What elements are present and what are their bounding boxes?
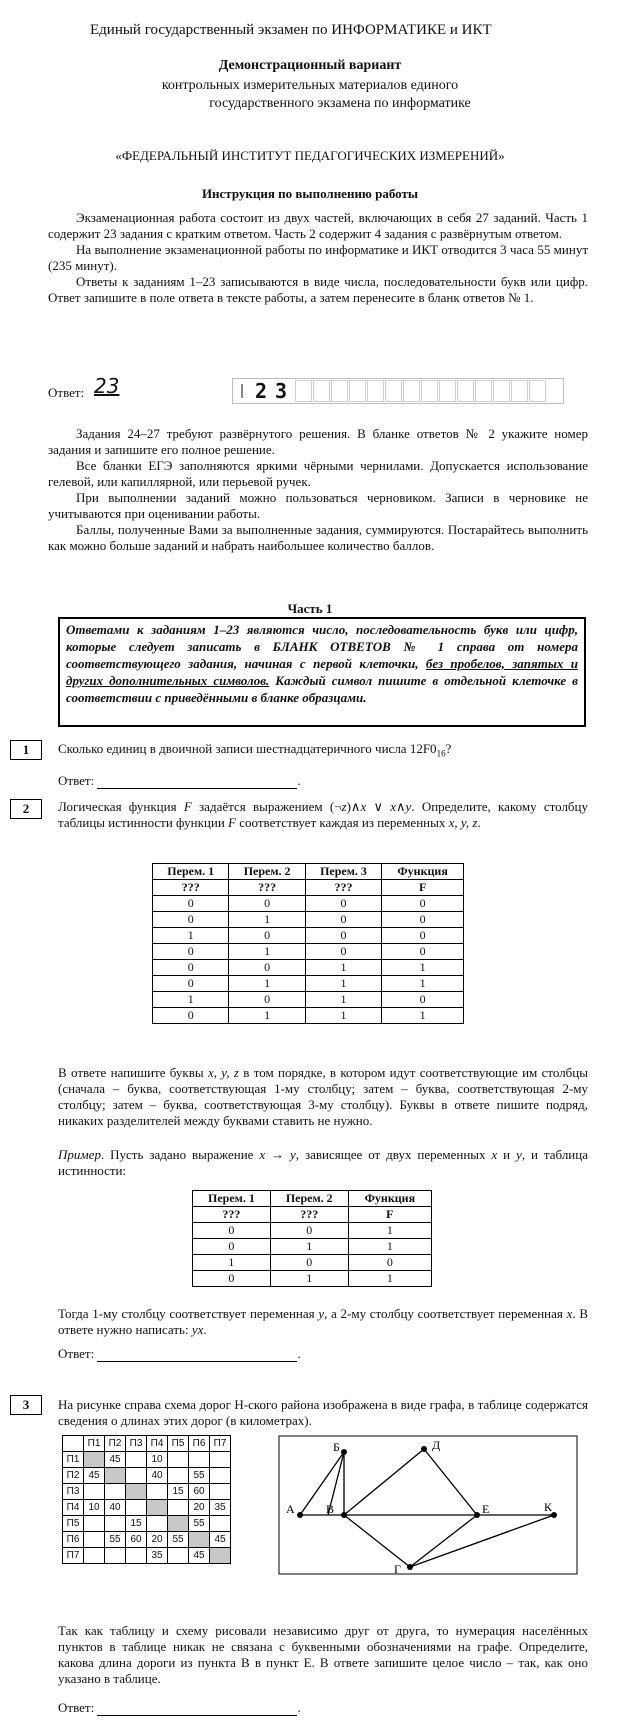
- truth-table-row: [153, 1008, 464, 1024]
- truth-table-row: [153, 960, 464, 976]
- distance-table-corner: [63, 1436, 84, 1452]
- edge-v-g: [344, 1515, 410, 1567]
- distance-table-cell: [210, 1484, 231, 1500]
- demo-title: Демонстрационный вариант: [218, 58, 402, 73]
- distance-table-col-header: П6: [189, 1436, 210, 1452]
- instructions-title: Инструкция по выполнению работы: [201, 186, 419, 201]
- answer-label: Ответ:: [58, 1346, 95, 1361]
- truth-table-cell: 1: [229, 976, 305, 992]
- answer-field-1[interactable]: [97, 774, 297, 789]
- graph-label-v: В: [326, 1502, 335, 1516]
- distance-table-cell: [168, 1452, 189, 1468]
- question-2-answer: Ответ: .: [58, 1346, 301, 1361]
- example-table-cell: 0: [270, 1255, 348, 1271]
- truth-table-cell: 0: [153, 960, 229, 976]
- truth-table-cell: 1: [229, 912, 305, 928]
- distance-table-col-header: П5: [168, 1436, 189, 1452]
- truth-table-row: [153, 976, 464, 992]
- example-table-subheader: ???: [193, 1207, 271, 1223]
- distance-table-row-header: П3: [63, 1484, 84, 1500]
- edge-a-b: [300, 1452, 344, 1515]
- example-table-body: [193, 1223, 432, 1287]
- q2-example-expr: x → y: [259, 1147, 296, 1162]
- q2-intro-g: соответствует каждая из переменных: [236, 815, 449, 830]
- example-table-subheader: F: [348, 1207, 431, 1223]
- example-table-cell: 1: [348, 1223, 431, 1239]
- q2-after-vars: x, y, z: [207, 1065, 239, 1080]
- distance-table-col-header: П3: [126, 1436, 147, 1452]
- q2-var-z: z: [341, 799, 347, 814]
- distance-table-cell: [210, 1468, 231, 1484]
- example-table-cell: 0: [193, 1239, 271, 1255]
- example-table-header: Перем. 1: [193, 1191, 271, 1207]
- distance-table-cell: 55: [168, 1532, 189, 1548]
- distance-table-cell: 10: [84, 1500, 105, 1516]
- q2-example-y: y: [516, 1147, 522, 1162]
- distance-table-cell: 20: [189, 1500, 210, 1516]
- edge-d-e: [424, 1449, 477, 1515]
- distance-table-row: [63, 1500, 231, 1516]
- distance-table-row: [63, 1452, 231, 1468]
- truth-table-header-row: [153, 864, 464, 880]
- instructions-p7: Баллы, полученные Вами за выполненные задания, суммируются. Постарайтесь выполнить как можно больше заданий и набрать наибольшее количество баллов.: [48, 522, 588, 553]
- q2-example-label: Пример: [58, 1147, 101, 1162]
- q2-example-d: , и таблица истинности:: [58, 1147, 588, 1178]
- sample-answer-handwritten: 23: [94, 374, 120, 398]
- example-table-header-row: [193, 1191, 432, 1207]
- distance-table-cell: 45: [189, 1548, 210, 1564]
- distance-table-cell: [105, 1548, 126, 1564]
- distance-table-row-header: П5: [63, 1516, 84, 1532]
- truth-table-row: [153, 896, 464, 912]
- q2-example-c: и: [497, 1147, 517, 1162]
- question-1-text-a: Сколько единиц в двоичной записи шестнадцатеричного числа 12F0: [58, 741, 437, 756]
- distance-table-row-header: П7: [63, 1548, 84, 1564]
- distance-table-cell: [126, 1500, 147, 1516]
- example-table-cell: 1: [348, 1239, 431, 1255]
- distance-table-cell: [84, 1532, 105, 1548]
- distance-table-row: [63, 1468, 231, 1484]
- instructions-p5: Все бланки ЕГЭ заполняются яркими чёрными чернилами. Допускается использование гелевой, или капиллярной, или перьевой ручек.: [48, 458, 588, 489]
- distance-table-col-header: П7: [210, 1436, 231, 1452]
- node-b: [341, 1449, 347, 1455]
- truth-table-cell: 1: [382, 1008, 464, 1024]
- node-g: [407, 1564, 413, 1570]
- truth-table-cell: 0: [305, 928, 381, 944]
- part1-box-text-d: без пробелов, запятых и других дополнительных символов.: [66, 656, 578, 688]
- distance-table-cell: [168, 1468, 189, 1484]
- distance-table-cell: 20: [147, 1532, 168, 1548]
- distance-table-cell: [210, 1548, 231, 1564]
- truth-table-cell: 0: [229, 960, 305, 976]
- road-graph: [278, 1435, 578, 1575]
- truth-table-cell: 0: [153, 912, 229, 928]
- distance-table-cell: [84, 1548, 105, 1564]
- distance-table-cell: 10: [147, 1452, 168, 1468]
- question-1-number: 1: [10, 740, 42, 760]
- q2-var-x2: x: [390, 799, 397, 814]
- example-table-row: [193, 1255, 432, 1271]
- q2-example-b: , зависящее от двух переменных: [295, 1147, 492, 1162]
- truth-table-cell: 0: [382, 928, 464, 944]
- example-table-cell: 1: [270, 1239, 348, 1255]
- sample-digit-2: 3: [275, 379, 288, 403]
- distance-table-cell: [189, 1532, 210, 1548]
- distance-table-row: [63, 1532, 231, 1548]
- question-3-text: Так как таблицу и схему рисовали независимо друг от друга, то нумерация населённых пунктов в таблице никак не связана с буквенными обозначениями на графе. Определите, какова длина дороги из пункта В в пункт Е. В ответе запишите целое число – так, как оно указано в таблице.: [58, 1623, 588, 1686]
- answer-cells-sample: [232, 378, 564, 404]
- truth-table-cell: 0: [153, 1008, 229, 1024]
- distance-table-cell: 60: [126, 1532, 147, 1548]
- answer-label: Ответ:: [58, 773, 95, 788]
- demo-subtitle-2: государственного экзамена по информатике: [209, 96, 471, 111]
- q2-concl-ans: yx: [191, 1322, 204, 1337]
- distance-table-cell: 40: [147, 1468, 168, 1484]
- truth-table-row: [153, 928, 464, 944]
- truth-table-cell: 0: [153, 944, 229, 960]
- distance-table-cell: 55: [189, 1468, 210, 1484]
- distance-table-cell: 40: [105, 1500, 126, 1516]
- q2-vars-list: x, y, z: [448, 815, 478, 830]
- q2-intro-c: )∧: [346, 799, 361, 814]
- truth-table-cell: 0: [153, 976, 229, 992]
- q2-after-a: В ответе напишите буквы: [58, 1065, 208, 1080]
- node-a: [297, 1512, 303, 1518]
- answer-field-3[interactable]: [97, 1701, 297, 1716]
- distance-table-cell: [84, 1452, 105, 1468]
- q2-var-x: x: [360, 799, 367, 814]
- q2-var-f: F: [183, 799, 192, 814]
- distance-table-cell: 15: [126, 1516, 147, 1532]
- distance-table-cell: [168, 1500, 189, 1516]
- q2-concl-y: y: [318, 1306, 325, 1321]
- instructions-p1: Экзаменационная работа состоит из двух частей, включающих в себя 27 заданий. Часть 1 содержит 23 задания с кратким ответом. Часть 2 содержит 4 задания с развёрнутым ответом.: [48, 210, 588, 241]
- truth-table-row: [153, 944, 464, 960]
- example-table-cell: 1: [270, 1271, 348, 1287]
- distance-table-cell: [84, 1484, 105, 1500]
- distance-table-cell: [105, 1516, 126, 1532]
- example-table-cell: 0: [193, 1271, 271, 1287]
- part1-title: Часть 1: [287, 601, 333, 616]
- truth-table-cell: 1: [229, 944, 305, 960]
- truth-table-header: Перем. 2: [229, 864, 305, 880]
- node-v: [341, 1512, 347, 1518]
- truth-table-row: [153, 992, 464, 1008]
- truth-table-cell: 1: [229, 1008, 305, 1024]
- distance-table-row: [63, 1484, 231, 1500]
- example-table-subheader-row: [193, 1207, 432, 1223]
- truth-table-cell: 0: [229, 992, 305, 1008]
- empty-cells: [295, 380, 547, 402]
- distance-table-cell: [168, 1548, 189, 1564]
- distance-table-row-header: П4: [63, 1500, 84, 1516]
- truth-table-cell: 0: [382, 992, 464, 1008]
- node-e: [474, 1512, 480, 1518]
- distance-table-col-header: П4: [147, 1436, 168, 1452]
- distance-table-cell: [126, 1452, 147, 1468]
- instructions-p6: При выполнении заданий можно пользоваться черновиком. Записи в черновике не учитываются при оценивании работы.: [48, 490, 588, 521]
- question-3-number: 3: [10, 1395, 42, 1415]
- instructions-p3: Ответы к заданиям 1–23 записываются в виде числа, последовательности букв или цифр. Ответ запишите в поле ответа в тексте работы, а затем перенесите в бланк ответов № 1.: [48, 274, 588, 305]
- distance-table-cell: 35: [210, 1500, 231, 1516]
- example-table-cell: 0: [193, 1223, 271, 1239]
- instructions-p2: На выполнение экзаменационной работы по информатике и ИКТ отводится 3 часа 55 минут (235 минут).: [48, 242, 588, 273]
- distance-table-cell: 45: [105, 1452, 126, 1468]
- example-table-cell: 1: [348, 1271, 431, 1287]
- part1-box-text-b: БЛАНК ОТВЕТОВ № 1: [272, 639, 445, 654]
- answer-label: Ответ:: [58, 1700, 95, 1715]
- graph-label-g: Г: [394, 1562, 401, 1575]
- truth-table-cell: 1: [305, 992, 381, 1008]
- truth-table-cell: 0: [382, 896, 464, 912]
- answer-field-2[interactable]: [97, 1347, 297, 1362]
- sample-digit-1: 2: [255, 379, 268, 403]
- question-2-conclusion: [58, 1306, 588, 1338]
- truth-table-cell: 0: [305, 912, 381, 928]
- distance-table-cell: [105, 1468, 126, 1484]
- q2-intro-e: ∧: [396, 799, 406, 814]
- instructions-p4: Задания 24–27 требуют развёрнутого решения. В бланке ответов № 2 укажите номер задания и запишите его полное решение.: [48, 426, 588, 457]
- distance-table-header-row: [63, 1436, 231, 1452]
- truth-table-cell: 1: [305, 976, 381, 992]
- distance-table-row-header: П2: [63, 1468, 84, 1484]
- truth-table-cell: 0: [305, 896, 381, 912]
- distance-table-col-header: П1: [84, 1436, 105, 1452]
- truth-table-cell: 1: [382, 976, 464, 992]
- q2-concl-x: x: [566, 1306, 573, 1321]
- graph-edges: [300, 1449, 554, 1567]
- truth-table-header: Перем. 3: [305, 864, 381, 880]
- institute-name: «ФЕДЕРАЛЬНЫЙ ИНСТИТУТ ПЕДАГОГИЧЕСКИХ ИЗМЕРЕНИЙ»: [115, 148, 505, 163]
- question-1-text: [58, 741, 588, 759]
- distance-table-row-header: П1: [63, 1452, 84, 1468]
- distance-table-cell: [84, 1516, 105, 1532]
- distance-table-cell: 60: [189, 1484, 210, 1500]
- q2-concl-b: , а 2-му столбцу соответствует переменная: [324, 1306, 567, 1321]
- truth-table-subheader: ???: [153, 880, 229, 896]
- distance-table-cell: [147, 1484, 168, 1500]
- q2-intro-h: .: [477, 815, 481, 830]
- truth-table-cell: 0: [305, 944, 381, 960]
- part1-box-text-c: справа от номера соответствующего задания, начиная с первой клеточки,: [66, 639, 579, 671]
- edge-g-k: [410, 1515, 554, 1567]
- q2-intro-b: задаётся выражением (¬: [191, 799, 342, 814]
- q2-intro-a: Логическая функция: [58, 799, 184, 814]
- distance-table-cell: 35: [147, 1548, 168, 1564]
- part1-box-text-e: Каждый символ пишите в отдельной клеточке в соответствии с приведёнными в бланке образцами.: [66, 673, 578, 705]
- question-3-answer: Ответ: .: [58, 1700, 301, 1715]
- example-table-header: Функция: [348, 1191, 431, 1207]
- q2-concl-c: . В ответе нужно написать:: [58, 1306, 588, 1337]
- distance-table-cell: [126, 1484, 147, 1500]
- truth-table-cell: 0: [153, 896, 229, 912]
- truth-table-header: Функция: [382, 864, 464, 880]
- distance-table-cell: 15: [168, 1484, 189, 1500]
- example-table-row: [193, 1239, 432, 1255]
- truth-table-subheader: ???: [305, 880, 381, 896]
- q2-var-y: y: [405, 799, 412, 814]
- truth-table-subheader: F: [382, 880, 464, 896]
- truth-table-body: [153, 896, 464, 1024]
- distance-table-cell: 55: [189, 1516, 210, 1532]
- instructions-block: [48, 210, 588, 306]
- truth-table-row: [153, 912, 464, 928]
- example-table-cell: 1: [193, 1255, 271, 1271]
- question-1-text-b: ?: [445, 741, 452, 756]
- truth-table-cell: 1: [153, 928, 229, 944]
- truth-table-header: Перем. 1: [153, 864, 229, 880]
- part1-instructions-box: [58, 617, 586, 727]
- example-table-subheader: ???: [270, 1207, 348, 1223]
- q2-concl-d: .: [203, 1322, 207, 1337]
- truth-table-cell: 0: [229, 928, 305, 944]
- question-2-explanation: [58, 1065, 588, 1129]
- distance-table-cell: [210, 1516, 231, 1532]
- edge-v-d: [344, 1449, 424, 1515]
- distance-table: [62, 1435, 231, 1564]
- question-2-number: 2: [10, 799, 42, 819]
- q2-after-b: в том порядке, в котором идут соответствующие им столбцы (сначала – буква, соответствующая 1-му столбцу; затем – буква, соответствующая 2-му столбцу; затем – буква, соответствующая 3-му столбцу). Буквы в ответе пишите подряд, никаких разделителей между буквами ставить не нужно.: [58, 1065, 588, 1128]
- question-1-answer: Ответ: .: [58, 773, 301, 788]
- distance-table-cell: [210, 1452, 231, 1468]
- truth-table-cell: 0: [382, 944, 464, 960]
- distance-table-cell: [126, 1468, 147, 1484]
- q2-intro-f: . Определите, какому столбцу таблицы истинности функции: [58, 799, 589, 830]
- demo-subtitle-1: контрольных измерительных материалов единого: [161, 78, 459, 93]
- graph-label-k: К: [544, 1500, 553, 1514]
- distance-table-cell: [126, 1548, 147, 1564]
- question-2-example: [58, 1147, 588, 1179]
- truth-table-cell: 1: [305, 960, 381, 976]
- graph-nodes: [297, 1446, 557, 1570]
- truth-table: [152, 863, 464, 1024]
- example-table-cell: 0: [270, 1223, 348, 1239]
- example-table-header: Перем. 2: [270, 1191, 348, 1207]
- truth-table-cell: 0: [382, 912, 464, 928]
- distance-table-col-header: П2: [105, 1436, 126, 1452]
- distance-table-cell: [147, 1500, 168, 1516]
- distance-table-row: [63, 1516, 231, 1532]
- graph-label-e: Е: [482, 1502, 490, 1516]
- sample-answer-label: Ответ:: [48, 385, 85, 400]
- graph-label-d: Д: [432, 1438, 441, 1452]
- distance-table-row: [63, 1548, 231, 1564]
- example-table-row: [193, 1271, 432, 1287]
- distance-table-cell: [147, 1516, 168, 1532]
- distance-table-cell: [168, 1516, 189, 1532]
- distance-table-row-header: П6: [63, 1532, 84, 1548]
- truth-table-cell: 1: [305, 1008, 381, 1024]
- distance-table-cell: [189, 1452, 210, 1468]
- cell-marker-icon: [241, 384, 243, 398]
- part1-box-text-a: Ответами к заданиям 1–23 являются число, последовательность букв или цифр, которые следует записать в: [66, 622, 578, 654]
- example-table-cell: 0: [348, 1255, 431, 1271]
- instructions-block-2: [48, 426, 588, 554]
- example-table-row: [193, 1223, 432, 1239]
- question-1-subscript: 16: [436, 748, 446, 759]
- question-3-intro: На рисунке справа схема дорог Н-ского района изображена в виде графа, в таблице содержатся сведения о длинах этих дорог (в километрах).: [58, 1397, 588, 1428]
- distance-table-cell: [105, 1484, 126, 1500]
- truth-table-subheader-row: [153, 880, 464, 896]
- edge-g-e: [410, 1515, 477, 1567]
- distance-table-cell: 45: [84, 1468, 105, 1484]
- distance-table-cell: 45: [210, 1532, 231, 1548]
- q2-intro-d: ∨: [366, 799, 391, 814]
- q2-example-x: x: [491, 1147, 498, 1162]
- truth-table-cell: 0: [229, 896, 305, 912]
- q2-example-a: . Пусть задано выражение: [100, 1147, 260, 1162]
- graph-label-a: А: [286, 1502, 295, 1516]
- graph-label-b: Б: [333, 1440, 340, 1454]
- question-2-intro: [58, 799, 588, 831]
- truth-table-cell: 1: [382, 960, 464, 976]
- q2-concl-a: Тогда 1-му столбцу соответствует переменная: [58, 1306, 319, 1321]
- exam-title: Единый государственный экзамен по ИНФОРМАТИКЕ и ИКТ: [90, 22, 492, 38]
- distance-table-body: [63, 1452, 231, 1564]
- distance-table-cell: 55: [105, 1532, 126, 1548]
- q2-var-f2: F: [228, 815, 236, 830]
- truth-table-subheader: ???: [229, 880, 305, 896]
- truth-table-cell: 1: [153, 992, 229, 1008]
- node-d: [421, 1446, 427, 1452]
- example-truth-table: [192, 1190, 432, 1287]
